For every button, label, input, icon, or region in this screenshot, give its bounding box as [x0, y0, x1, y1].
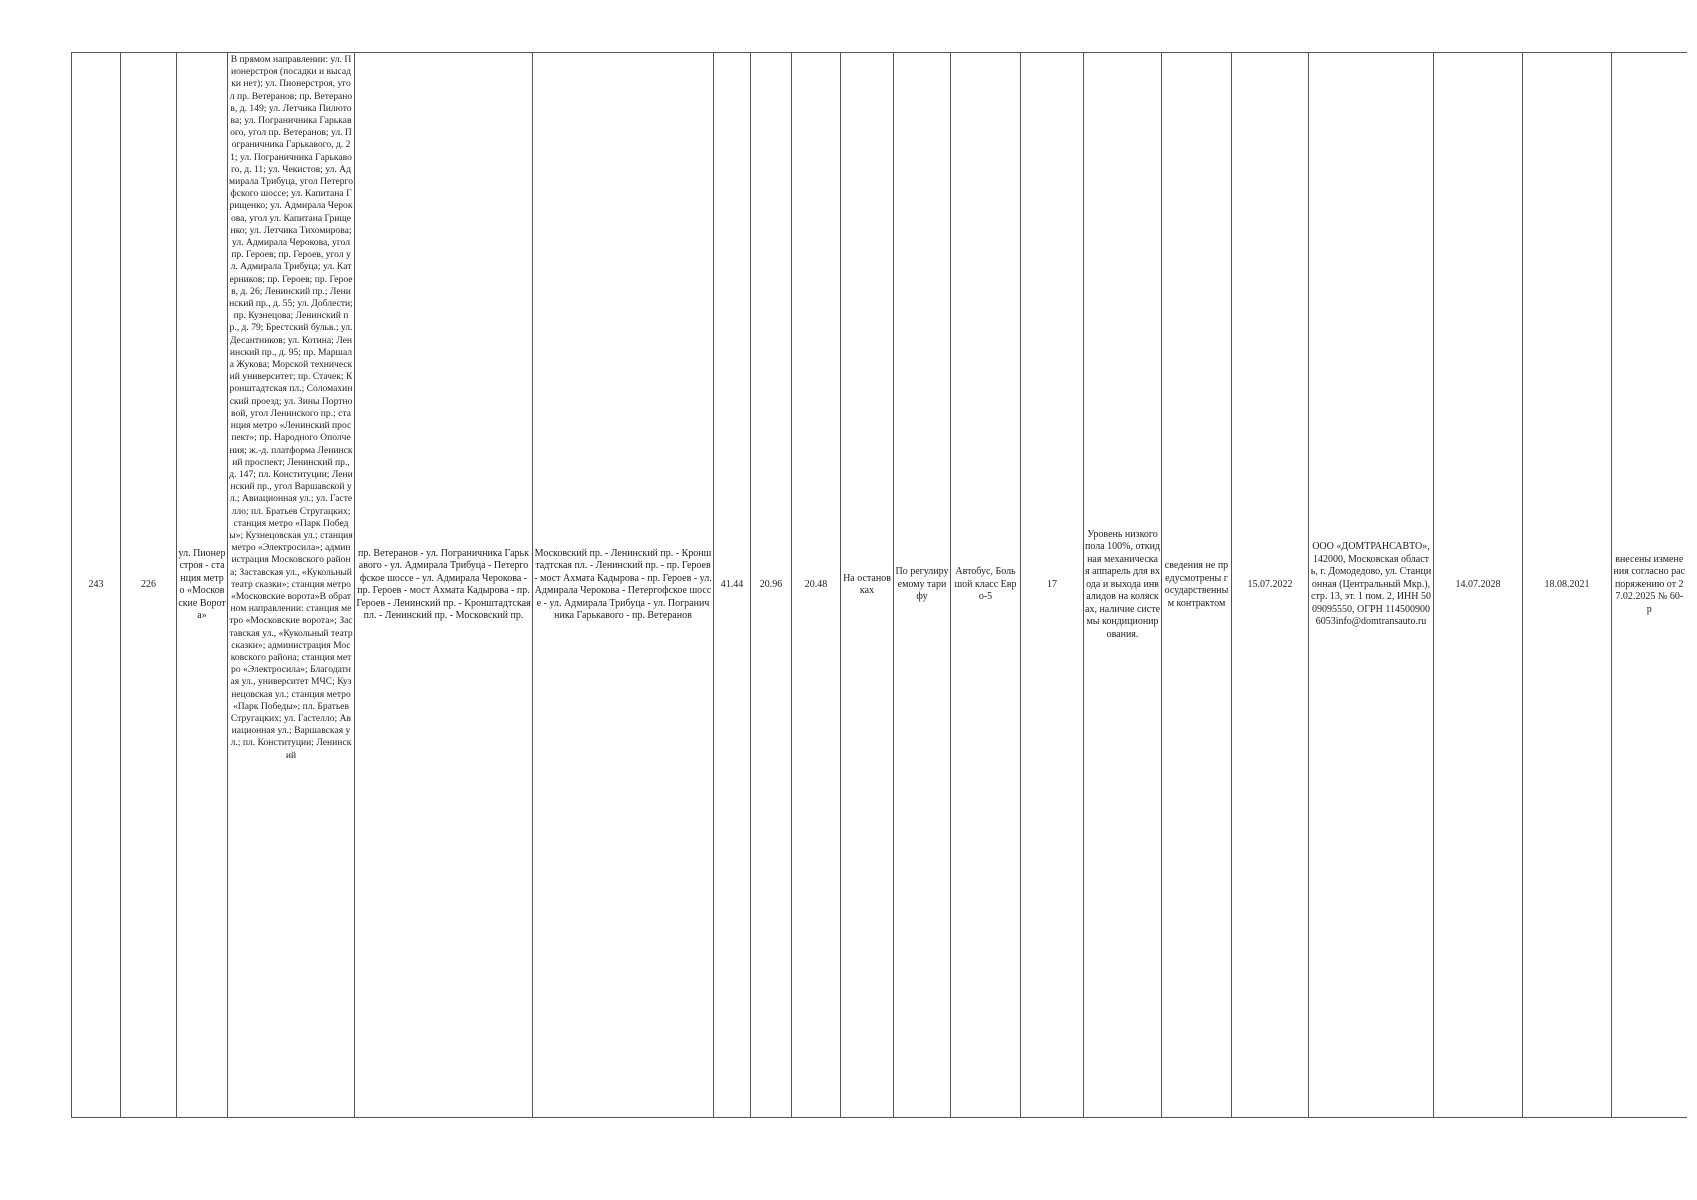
stop-order-cell: На остановках — [841, 53, 894, 1118]
start-date-cell: 15.07.2022 — [1232, 53, 1309, 1118]
length-forward-cell: 20.96 — [751, 53, 792, 1118]
carrier-cell: ООО «ДОМТРАНСАВТО», 142000, Московская область, г. Домодедово, ул. Станционная (Центральный Мкр.), стр. 13, эт. 1 пом. 2, ИНН 5009095550, ОГРН 1145009006053info@domtransauto.ru — [1309, 53, 1434, 1118]
contract-info-cell: сведения не предусмотрены государственным контрактом — [1162, 53, 1232, 1118]
reg-number-cell: 243 — [72, 53, 121, 1118]
vehicle-count-cell: 17 — [1021, 53, 1084, 1118]
length-backward-cell: 20.48 — [792, 53, 841, 1118]
route-name-cell: ул. Пионерстроя - станция метро «Московские Ворота» — [177, 53, 228, 1118]
streets-backward-cell: Московский пр. - Ленинский пр. - Кронштадтская пл. - Ленинский пр. - пр. Героев - мост Ахмата Кадырова - пр. Героев - ул. Адмирала Черокова - Петергофское шоссе - ул. Адмирала Трибуца - ул. Пограничника Гарькавого - пр. Ветеранов — [533, 53, 714, 1118]
route-number-cell: 226 — [121, 53, 177, 1118]
vehicle-cell: Автобус, Большой класс Евро-5 — [951, 53, 1021, 1118]
streets-forward-cell: пр. Ветеранов - ул. Пограничника Гарькавого - ул. Адмирала Трибуца - Петергофское шоссе - ул. Адмирала Черокова - пр. Героев - мост Ахмата Кадырова - пр. Героев - Ленинский пр. - Кронштадтская пл. - Ленинский пр. - Московский пр. — [355, 53, 533, 1118]
contract-end-date-cell: 14.07.2028 — [1434, 53, 1523, 1118]
route-registry-table — [71, 52, 1687, 1118]
table-row — [72, 53, 1687, 1118]
vehicle-characteristics-cell: Уровень низкого пола 100%, откидная механическая аппарель для входа и выхода инвалидов на колясках, наличие системы кондиционирования. — [1084, 53, 1162, 1118]
notes-cell: внесены изменения согласно распоряжению от 27.02.2025 № 60-р — [1612, 53, 1687, 1118]
length-total-cell: 41.44 — [714, 53, 751, 1118]
tariff-cell: По регулируемому тарифу — [894, 53, 951, 1118]
intermediate-stops-cell: В прямом направлении: ул. Пионерстроя (посадки и высадки нет); ул. Пионерстроя, угол пр. Ветеранов; пр. Ветеранов, д. 149; ул. Летчика Пилютова; ул. Пограничника Гарькавого, угол пр. Ветеранов; ул. Пограничника Гарькавого, д. 21; ул. Пограничника Гарькавого, д. 11; ул. Чекистов; ул. Адмирала Трибуца, угол Петергофского шоссе; ул. Капитана Грищенко; ул. Адмирала Черокова, угол ул. Капитана Грищенко; ул. Летчика Тихомирова; ул. Адмирала Черокова, угол пр. Героев; пр. Героев, угол ул. Адмирала Трибуца; ул. Катерников; пр. Героев; пр. Героев, д. 26; Ленинский пр.; Ленинский пр., д. 55; ул. Доблести; пр. Кузнецова; Ленинский пр., д. 79; Брестский бульв.; ул. Десантников; ул. Котина; Ленинский пр., д. 95; пр. Маршала Жукова; Морской технический университет; пр. Стачек; Кронштадтская пл.; Соломахинский проезд; ул. Зины Портновой, угол Ленинского пр.; станция метро «Ленинский проспект»; пр. Народного Ополчения; ж.-д. платформа Ленинский проспект; Ленинский пр., д. 147; пл. Конституции; Ленинский пр., угол Варшавской ул.; Авиационная ул.; ул. Гастелло; пл. Братьев Стругацких; станция метро «Парк Победы»; Кузнецовская ул.; станция метро «Электросила»; администрация Московского района; Заставская ул., «Кукольный театр сказки»; станция метро «Московские ворота»В обратном направлении: станция метро «Московские ворота»; Заставская ул., «Кукольный театр сказки»; администрация Московского района; станция метро «Электросила»; Благодатная ул., университет МЧС; Кузнецовская ул.; станция метро «Парк Победы»; пл. Братьев Стругацких; ул. Гастелло; Авиационная ул.; Варшавская ул.; пл. Конституции; Ленинский — [228, 53, 355, 1118]
registry-date-cell: 18.08.2021 — [1523, 53, 1612, 1118]
